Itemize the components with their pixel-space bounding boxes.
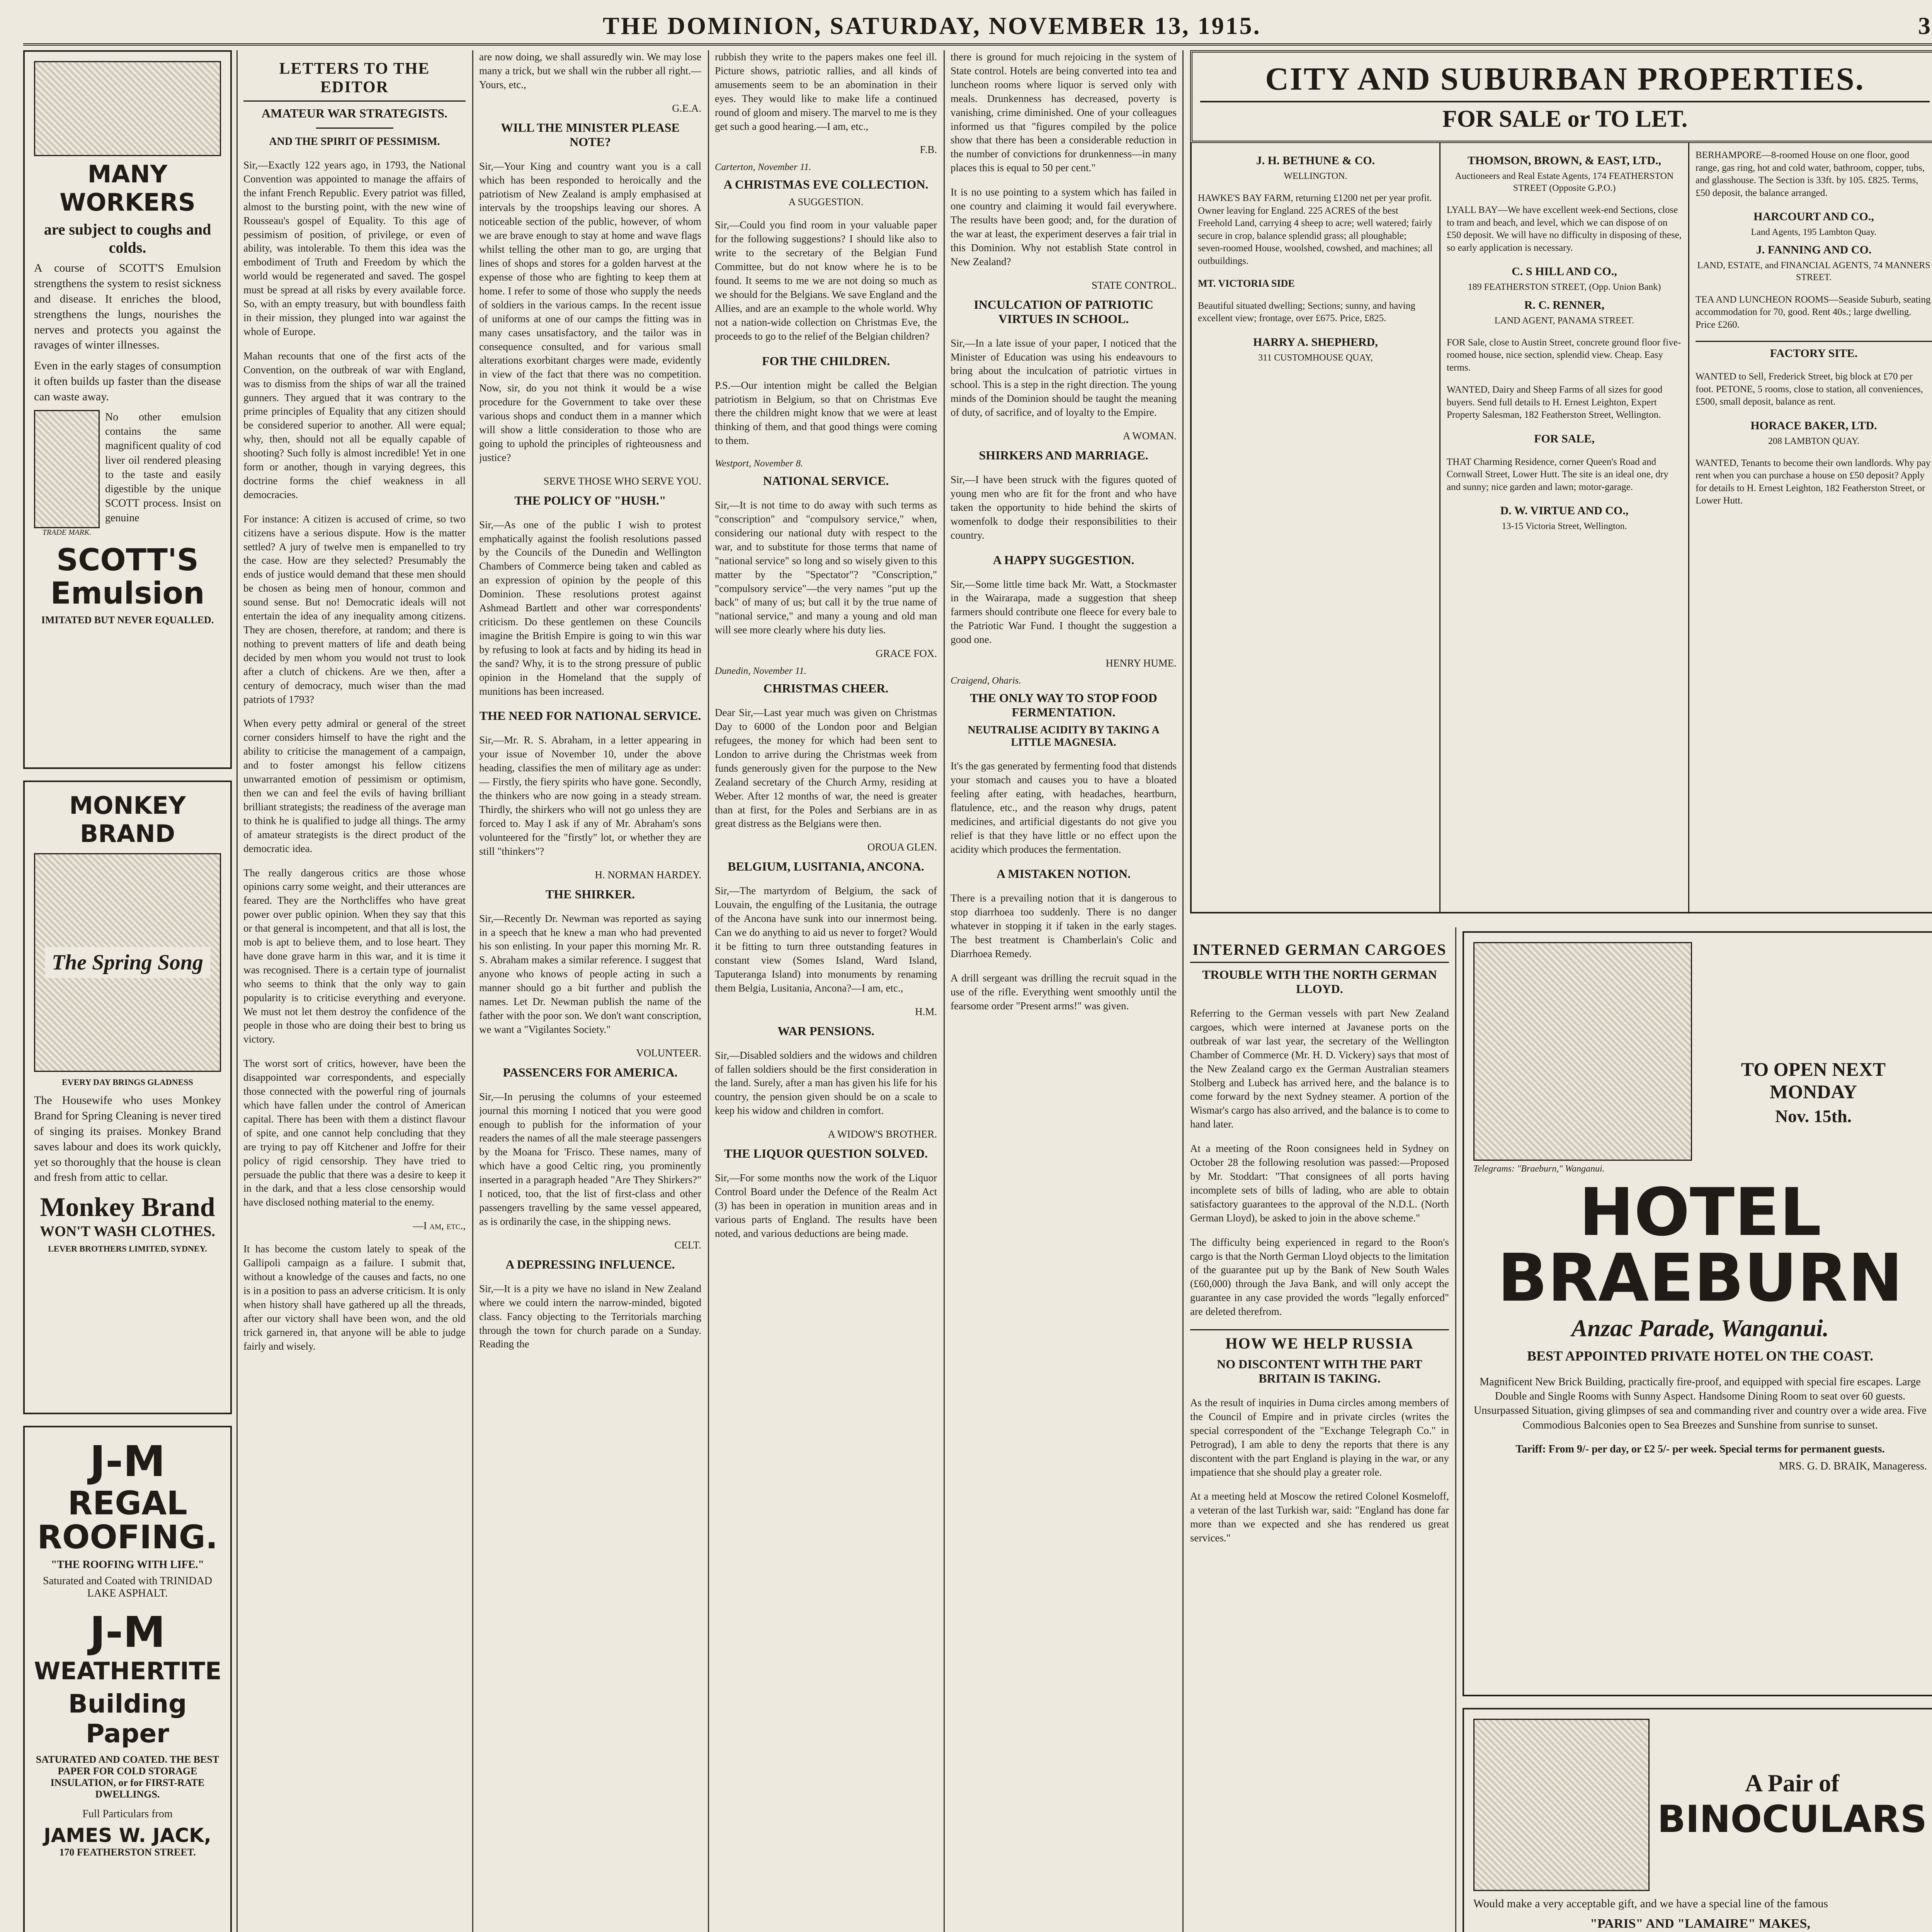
weathertite-title: WEATHERTITE: [34, 1657, 222, 1685]
help-russia-heading: HOW WE HELP RUSSIA: [1190, 1329, 1449, 1352]
letter-paragraph: Sir,—Exactly 122 years ago, in 1793, the National Convention was appointed to manage the affairs of the infant French Republic. Every patriot was filled, almost to the bursting point, with the new wine of Rousseau's gospel of Equality. To this age of pessimism of position, of privilege, or even of ability, was intolerable. To them this idea was the embodiment of Truth and Freedom by which the world would be regenerated and saved. The gospel must be spread at all risks by every available force. So, with an empty treasury, but with boundless faith in their mission, they plunged into war against the whole of Europe.: [243, 159, 466, 337]
letter-signature: SERVE THOSE WHO SERVE YOU.: [543, 475, 701, 487]
letter-paragraph: P.S.—Our intention might be called the Belgian patriotism in Belgium, so that on Christmas Eve there the children might know that we were at least thinking of them, and that good things were coming to them.: [715, 379, 937, 447]
passengers-america-heading: PASSENCERS FOR AMERICA.: [503, 1065, 678, 1079]
many-workers-text: A course of SCOTT'S Emulsion strengthens the system to resist sickness and disease. It enriches the blood, strengthens the lungs, nourishes the nerves and protects you against the ravages of winter illnesses.: [34, 262, 221, 352]
letter-paragraph: Sir,—I have been struck with the figures quoted of young men who are fit for the front and who have taken the opportunity to hide behind the skirts of womenfolk to dodge their responsibilities to their country.: [951, 474, 1177, 541]
north-german-lloyd-heading: TROUBLE WITH THE NORTH GERMAN LLOYD.: [1202, 968, 1437, 996]
letter-paragraph: Mahan recounts that one of the first acts of the Convention, on the outbreak of war with England, was to dismiss from the ships of war all the trained gunners. They argued that it was contrary to the prime principles of Equality that any citizen should be considered superior to another. All were equal; why, then, should not all be equally capable of shooting? Such folly is almost incredible! Yet in one form or another, though in varying degrees, this doctrine forms the chief weakness in all democracies.: [243, 350, 466, 500]
letter-paragraph: When every petty admiral or general of the street corner considers himself to have the right and the ability to criticise the management of a campaign, and to foster amongst his fellow citizens unwarranted emotion of pessimism or optimism, then we can and feel the evils of having brilliant brilliant strategists; the readiness of the average man to think he is qualified to judge all things. The army of amateur strategists is the direct product of the democratic idea.: [243, 718, 466, 854]
hotel-name-2: BRAEBURN: [1497, 1240, 1903, 1316]
food-fermentation-heading: THE ONLY WAY TO STOP FOOD FERMENTATION.: [970, 691, 1157, 719]
column-rule: [1455, 927, 1456, 1932]
liquor-question-heading: THE LIQUOR QUESTION SOLVED.: [724, 1146, 928, 1161]
letter-paragraph: It has become the custom lately to speak of the Gallipoli campaign as a failure. I submit that, without a knowledge of the causes and facts, no one is in a position to pass an adverse criticism. It is only when history shall have gathered up all the threads, after our victory shall have been won, and the old trick garnered in, that anyone will be able to judge fairly and wisely.: [243, 1243, 466, 1352]
letter-signature: G.E.A.: [672, 102, 701, 114]
hotel-location: Anzac Parade, Wanganui.: [1571, 1315, 1829, 1342]
jm-roofing-ad: [23, 1426, 232, 1932]
column-rule: [1182, 50, 1184, 1932]
hotel-open-date: Nov. 15th.: [1775, 1106, 1852, 1126]
letter-signature: CELT.: [674, 1239, 701, 1251]
scotts-brand: SCOTT'S Emulsion: [50, 543, 205, 611]
horace-baker-address: 208 LAMBTON QUAY.: [1768, 436, 1860, 446]
listing-text: FOR Sale, close to Austin Street, concrete ground floor five-roomed house, nice section, splendid view. Cheap. Easy terms.: [1447, 337, 1681, 373]
many-workers-text3: No other emulsion contains the same magnificent quality of cod liver oil rendered pleasing to the taste and easily digestible by the unique SCOTT process. Insist on genuine: [105, 411, 221, 524]
hotel-open-label: TO OPEN NEXT MONDAY: [1741, 1058, 1886, 1102]
column-rule: [236, 50, 238, 1932]
spring-song-illustration: [34, 853, 221, 1072]
binoculars-title: BINOCULARS: [1657, 1798, 1927, 1841]
article-paragraph: It's the gas generated by fermenting food that distends your stomach and causes you to have a bloated feeling after eating, with headaches, heartburn, flatulence, etc., and the reason why drugs, patent medicines, and artificial digestants do not give you relief is that they have little or no effect upon the acidity which produces the fermentation.: [951, 760, 1177, 855]
trade-mark-label: TRADE MARK.: [42, 528, 92, 537]
shepherd-address: 311 CUSTOMHOUSE QUAY,: [1258, 352, 1373, 363]
article-paragraph: Referring to the German vessels with part New Zealand cargoes, which were interned at Javanese ports on the outbreak of war last year, the secretary of the Wellington Chamber of Commerce (Mr. H. D. Vickery) says that most of the New Zealand cargo ex the German Australian steamers Stolberg and Lubeck has arrived here, and the balance is to come forward by the next Sydney steamer. A portion of the Wismar's cargo has also arrived, and the balance is to come to hand later.: [1190, 1007, 1449, 1130]
left-ads-column: [23, 50, 232, 1932]
letter-paragraph: Sir,—Recently Dr. Newman was reported as saying in a speech that he knew a man who had prevented his son enlisting. In your paper this morning Mr. R. S. Abraham makes a similar reference. I suggest that anyone who knows of people acting in such a manner should go a bit further and publish the names. Let Dr. Newman publish the name of the father with the poor son. We don't want conscription, we want a "Vigilantes Society.": [479, 912, 701, 1035]
shirker-heading: THE SHIRKER.: [545, 887, 635, 901]
virtue-firm: D. W. VIRTUE AND CO.,: [1500, 504, 1629, 517]
right-ads-column: [1463, 931, 1932, 1932]
binoculars-text: Would make a very acceptable gift, and we have a special line of the famous: [1473, 1897, 1828, 1910]
letter-signature: H.M.: [915, 1005, 937, 1017]
for-sale-to-let: FOR SALE or TO LET.: [1200, 101, 1930, 133]
shirkers-marriage-heading: SHIRKERS AND MARRIAGE.: [979, 448, 1148, 463]
hill-firm: C. S HILL AND CO.,: [1512, 265, 1617, 278]
letter-paragraph: rubbish they write to the papers makes one feel ill. Picture shows, patriotic rallies, and all kinds of amusements seem to be an abomination in their eyes. They would like to make life a continued round of gloom and misery. The marvel to me is they get such a good hearing.—I am, etc.,: [715, 51, 937, 132]
letter-signature: —I am, etc.,: [413, 1220, 466, 1232]
listing-text: WANTED, Tenants to become their own landlords. Why pay rent when you can purchase a house on £50 deposit? Apply for details to H. Ernest Leighton, 182 Featherston Street, or Lower Hutt.: [1696, 457, 1931, 506]
mistaken-notion-heading: A MISTAKEN NOTION.: [996, 867, 1131, 881]
hotel-manageress: MRS. G. D. BRAIK, Manageress.: [1779, 1460, 1927, 1472]
letter-paragraph: Sir,—It is not time to do away with such terms as "conscription" and "compulsory service," when, considering our national duty with respect to the war, and to substitute for those terms that name of "national service" so long and so wisely given to this matter by the "Spectator"? "Conscription," "compulsory service"—the very names "put up the back" of many of us; but call it by the true name of "national service," and many a young and old man will see more clearly where his duty lies.: [715, 499, 937, 636]
hotel-building-illustration: [1473, 942, 1692, 1161]
depressing-influence-heading: A DEPRESSING INFLUENCE.: [505, 1257, 675, 1271]
binoculars-ad: [1463, 1708, 1932, 1932]
letter-place: Craigend, Oharis.: [951, 675, 1021, 686]
letters-to-editor-heading: LETTERS TO THE EDITOR: [243, 60, 466, 102]
binoculars-makes: "PARIS" AND "LAMAIRE" MAKES,: [1590, 1917, 1810, 1931]
renner-address: LAND AGENT, PANAMA STREET.: [1494, 315, 1634, 326]
letter-paragraph: Sir,—In perusing the columns of your esteemed journal this morning I noticed that you were good enough to publish for the information of your readers the names of all the male steerage passengers by the Moana for 'Frisco. These names, many of which have a good Celtic ring, you prominently inserted in a paragraph headed "Are They Shirkers?" I noticed, too, that the list of first-class and other passengers travelling by the same vessel appeared, as is ordinarily the case, in the shipping news.: [479, 1090, 701, 1227]
building-paper-text: SATURATED AND COATED. THE BEST PAPER FOR COLD STORAGE INSULATION, or for FIRST-RATE DWELLINGS.: [36, 1754, 219, 1800]
magnesia-heading: NEUTRALISE ACIDITY BY TAKING A LITTLE MAGNESIA.: [968, 724, 1160, 749]
listing-text: LYALL BAY—We have excellent week-end Sections, close to tram and beach, and level, which we can dispose of on £50 deposit. We will have no difficulty in disposing of these, so early application is necessary.: [1447, 205, 1682, 253]
letter-paragraph: It is no use pointing to a system which has failed in one country and claiming it would fail everywhere. The results have been good; and, for the duration of the war at least, the experiment deserves a fair trial in this Dominion. Why not establish State control in New Zealand?: [951, 186, 1177, 267]
listing-text: WANTED, Dairy and Sheep Farms of all sizes for good buyers. Send full details to H. Ernest Leighton, Expert Property Salesman, 182 Featherston Street, Wellington.: [1447, 384, 1663, 420]
renner-firm: R. C. RENNER,: [1524, 298, 1605, 311]
letter-paragraph: Sir,—Could you find room in your valuable paper for the following suggestions? I should like also to write to the secretary of the Belgian Fund Committee, but do not know where he is to be found. It seems to me we are not doing so much as we should for the Belgians. We save England and the Allies, and are an example to the whole world. Why not a nation-wide collection on Christmas Eve, the proceeds to go to the relief of the Belgian children?: [715, 219, 937, 342]
national-service-need-heading: THE NEED FOR NATIONAL SERVICE.: [479, 709, 701, 723]
building-paper-title: Building Paper: [68, 1689, 187, 1749]
particulars-label: Full Particulars from: [82, 1808, 173, 1820]
spirit-of-pessimism-heading: AND THE SPIRIT OF PESSIMISM.: [269, 136, 440, 148]
virtue-address: 13-15 Victoria Street, Wellington.: [1502, 521, 1627, 532]
article-paragraph: The difficulty being experienced in regard to the Roon's cargo is that the North German Lloyd objects to the limitation of the guarantee put up by the Bank of New South Wales (£60,000) through the Java Bank, and will only accept the guarantee in any case provided the words "legally enforced" are deleted therefrom.: [1190, 1236, 1449, 1318]
listing-text: HAWKE'S BAY FARM, returning £1200 net per year profit. Owner leaving for England. 225 ACRES of the best Freehold Land, carrying 4 sheep to acre; well watered; fairly secure in crop, balance splendid grass; all ploughable; seven-roomed House, woolshed, cowshed, and machines; all outbuildings.: [1198, 193, 1433, 266]
harcourt-firm: HARCOURT AND CO.,: [1753, 210, 1874, 223]
hotel-tagline: BEST APPOINTED PRIVATE HOTEL ON THE COAST.: [1527, 1348, 1873, 1364]
interned-cargoes-heading: INTERNED GERMAN CARGOES: [1190, 940, 1449, 963]
bethune-firm: J. H. BETHUNE & CO.: [1256, 154, 1375, 167]
amateur-strategists-heading: AMATEUR WAR STRATEGISTS.: [262, 106, 447, 120]
letter-paragraph: Sir,—Some little time back Mr. Watt, a Stockmaster in the Wairarapa, made a suggestion that sheep farmers should contribute one fleece for every bale to the Patriotic War Fund. I thought the suggestion a good one.: [951, 578, 1177, 646]
victoria-side-listing: MT. VICTORIA SIDE: [1198, 278, 1295, 289]
minister-note-heading: WILL THE MINISTER PLEASE NOTE?: [501, 120, 680, 149]
factory-site-heading: FACTORY SITE.: [1696, 341, 1932, 361]
bethune-place: WELLINGTON.: [1284, 171, 1347, 181]
article-paragraph: At a meeting of the Roon consignees held in Sydney on October 28 the following resolution was passed:—Proposed by Mr. Stoddart: "That consignees of all ports having incomplete sets of bills of lading, who are able to obtain satisfactory guarantees to the approval of the N.D.L. (North German Lloyd), be asked to join in the above scheme.": [1190, 1143, 1449, 1224]
workers-illustration: [34, 61, 221, 156]
james-jack-address: 170 FEATHERSTON STREET.: [59, 1847, 196, 1858]
letter-signature: A WIDOW'S BROTHER.: [828, 1128, 937, 1140]
letter-paragraph: Sir,—The martyrdom of Belgium, the sack of Louvain, the engulfing of the Lusitania, the outrage of the Ancona have sunk into our innermost being. Can we do anything to aid us never to forget? Would it be fitting to turn three outstanding features in constant view (Somes Island, Ward Island, Taputeranga Island) into monuments by renaming them Belgia, Lusitania, Ancona?—I am, etc.,: [715, 885, 937, 994]
article-paragraph: At a meeting held at Moscow the retired Colonel Kosmeloff, a veteran of the last Turkish war, said: "England has done far more than we expected and she has rendered us great services.": [1190, 1490, 1449, 1544]
column-rule: [944, 50, 945, 1932]
fanning-firm: J. FANNING AND CO.: [1756, 243, 1872, 257]
james-jack-agent: JAMES W. JACK,: [44, 1824, 211, 1847]
letter-signature: H. NORMAN HARDEY.: [595, 869, 701, 881]
letters-column-2: [479, 50, 701, 1932]
letter-paragraph: Sir,—Your King and country want you is a call which has been responded to heroically and the patriotism of New Zealand is amply emphasised at intervals by the troopships leaving our shores. A noticeable section of the public, however, of whom we are brave enough to stay at home and wave flags whilst telling the other man to go, are urging that lines of shops and stores for a golden harvest at the expense of those who are fighting to keep them at home. I refer to some of those who supply the needs of soldiers in the various camps. In the recent issue of uniforms at one of our camps the fitting was in many cases unsatisfactory, and the tailor was in consequence consulted, and for various small alterations exorbitant charges were made, evidently in view of the fact that there was no competition. Now, sir, do you not think it would be a wise procedure for the Government to take over these various shops and conduct them in a manner which will show a little consideration to those who are going to uphold the principles of righteousness and justice?: [479, 160, 701, 463]
city-suburban-properties: [1190, 50, 1932, 923]
jm-logo-2: J-M: [89, 1607, 166, 1657]
for-the-children-heading: FOR THE CHILDREN.: [762, 354, 890, 368]
monkey-brand-ad: [23, 781, 232, 1414]
for-sale-heading: FOR SALE,: [1534, 432, 1595, 445]
letter-paragraph: Sir,—For some months now the work of the Liquor Control Board under the Defence of the Realm Act (3) has been in operation in munition areas and in various parts of England. The results have been noted, and various deductions are being made.: [715, 1172, 937, 1239]
cargoes-column: [1190, 931, 1449, 1932]
monkey-brand-name: Monkey Brand: [40, 1192, 215, 1223]
hotel-telegrams: Telegrams: "Braeburn," Wanganui.: [1473, 1164, 1605, 1174]
divider: [316, 128, 393, 129]
listing-text: WANTED to Sell, Frederick Street, big block at £70 per foot. PETONE, 5 rooms, close to station, all conveniences, £500, small deposit, balance as rent.: [1696, 371, 1923, 407]
article-paragraph: There is a prevailing notion that it is dangerous to stop diarrhoea too suddenly. There is no danger whatever in stopping it if taken in the early stages. The best treatment is Chamberlain's Colic and Diarrhoea Remedy.: [951, 892, 1177, 960]
newspaper-title: THE DOMINION, SATURDAY, NOVEMBER 13, 1915.: [603, 12, 1261, 39]
hotel-name-1: HOTEL: [1579, 1174, 1821, 1251]
monkey-caption: EVERY DAY BRINGS GLADNESS: [62, 1077, 193, 1087]
war-pensions-heading: WAR PENSIONS.: [777, 1024, 874, 1038]
christmas-cheer-heading: CHRISTMAS CHEER.: [763, 681, 889, 696]
letters-column-4: [951, 50, 1177, 1932]
letter-paragraph: are now doing, we shall assuredly win. We may lose many a trick, but we shall win the rubber all right.—Yours, etc.,: [479, 51, 701, 90]
monkey-tag: WON'T WASH CLOTHES.: [40, 1223, 215, 1240]
letter-place: Dunedin, November 11.: [715, 666, 806, 677]
patriotic-virtues-heading: INCULCATION OF PATRIOTIC VIRTUES IN SCHOOL.: [974, 297, 1153, 326]
binoculars-illustration: [1473, 1719, 1650, 1891]
policy-of-hush-heading: THE POLICY OF "HUSH.": [514, 493, 666, 507]
letter-paragraph: there is ground for much rejoicing in the system of State control. Hotels are being converted into tea and luncheon rooms where liquor is served only with meals. Drunkenness has decreased, poverty is vanishing, crime diminished. One of your colleagues informed us that "figures compiled by the police show that there has been a considerable reduction in the number of convictions for drunkenness—in many places this is equal to 50 per cent.": [951, 51, 1177, 174]
column-rule: [472, 50, 473, 1932]
letter-paragraph: The worst sort of critics, however, have been the disappointed war correspondents, and especially those connected with the powerful ring of journals which have fallen under the control of American capital. There has been with them a distinct flavour of spite, and one cannot help concluding that they are trying to pay off Kitchener and Joffre for their policy of rigid censorship. They have tried to persuade the public that there was a desire to keep it in the dark, and that a less close censorship would have disclosed nothing material to the enemy.: [243, 1058, 466, 1208]
monkey-text: The Housewife who uses Monkey Brand for Spring Cleaning is never tired of singing its praises. Monkey Brand saves labour and does its work quickly, yet so thoroughly that the house is clean and fresh from attic to cellar.: [34, 1094, 221, 1184]
hotel-tariff: Tariff: From 9/- per day, or £2 5/- per week. Special terms for permanent guests.: [1515, 1443, 1885, 1455]
masthead: [23, 9, 1932, 46]
letter-paragraph: Sir,—As one of the public I wish to protest emphatically against the foolish resolutions passed by the Councils of the Dunedin and Wellington Chambers of Commerce being taken and cabled as an expression of opinion by the people of this Dominion. These resolutions protest against Ashmead Bartlett and other war correspondents' criticism. Do these gentlemen on these Councils imagine the British Empire is going to win this war by refusing to look at facts and by hiding its head in the sand? Why, it is to the strong pressure of public opinion in the Homeland that the supply of munitions has been increased.: [479, 519, 701, 697]
thomson-brown-place: Auctioneers and Real Estate Agents, 174 FEATHERSTON STREET (Opposite G.P.O.): [1455, 171, 1674, 194]
letter-paragraph: The really dangerous critics are those whose opinions carry some weight, and their utterances are feared. They are the Northcliffes who have great power over public opinion. When they say that this or that general is incompetent, and that all is lost, the mob is apt to believe them, and to lose heart. They have done grave harm in this war, and it is time it was recognised. There is a certain type of journalist who seems to think that the only way to gain popularity is to criticise everything and everyone. We must not let them destroy the confidence of the people in those who are doing their best to bring us victory.: [243, 867, 466, 1045]
regal-roofing-title: REGAL ROOFING.: [37, 1484, 218, 1556]
shepherd-firm: HARRY A. SHEPHERD,: [1253, 335, 1378, 349]
letters-column-1: [243, 50, 466, 1932]
monkey-maker: LEVER BROTHERS LIMITED, SYDNEY.: [48, 1244, 207, 1254]
many-workers-title: MANY WORKERS: [60, 160, 196, 216]
thomson-brown-firm: THOMSON, BROWN, & EAST, LTD.,: [1468, 154, 1661, 167]
monkey-brand-title: MONKEY BRAND: [69, 791, 186, 848]
letter-signature: VOLUNTEER.: [636, 1047, 701, 1059]
letters-column-3: [715, 50, 937, 1932]
belgium-lusitania-heading: BELGIUM, LUSITANIA, ANCONA.: [728, 859, 924, 874]
suggestion-subheading: A SUGGESTION.: [788, 196, 864, 208]
listing-text: TEA AND LUNCHEON ROOMS—Seaside Suburb, seating accommodation for 70, good. Rent 40s.; large dwelling. Price £260.: [1696, 294, 1931, 330]
listing-text: THAT Charming Residence, corner Queen's Road and Cornwall Street, Lower Hutt. The site is an ideal one, dry and sunny; nice garden and lawn; motor-garage.: [1447, 456, 1668, 492]
national-service-heading: NATIONAL SERVICE.: [763, 474, 889, 488]
binoculars-pair-label: A Pair of: [1745, 1769, 1840, 1797]
page-number: 3: [1918, 12, 1932, 39]
letter-place: Carterton, November 11.: [715, 162, 811, 173]
letter-paragraph: Dear Sir,—Last year much was given on Christmas Day to 6000 of the London poor and Belgian refugees, the money for which had been sent to London to arrive during the Christmas week from funds generously given for the purpose to the New Zealand secretary of the Church Army, residing at Weber. After 12 months of war, the need is greater than at first, for the Poles and Serbians are in as great distress as the Belgians were then.: [715, 707, 937, 830]
letter-signature: HENRY HUME.: [1105, 657, 1177, 669]
letter-paragraph: Sir,—In a late issue of your paper, I noticed that the Minister of Education was using his endeavours to bring about the inculcation of patriotic virtues in school. This is a step in the right direction. The young minds of the Dominion should be taught the meaning of duty, of sacrifice, and of loyalty to the Empire.: [951, 337, 1177, 418]
jm-logo: J-M: [89, 1437, 166, 1486]
many-workers-text2: Even in the early stages of consumption it often builds up faster than the disease can waste away.: [34, 359, 221, 403]
letter-paragraph: Sir,—Disabled soldiers and the widows and children of fallen soldiers should be the first consideration in the land. Surely, after a man has given his life for his country, the pension given should be on a scale to keep his widow and children in comfort.: [715, 1049, 937, 1117]
properties-title: CITY AND SUBURBAN PROPERTIES.: [1265, 61, 1865, 97]
property-listings-col-2: [1440, 143, 1689, 912]
christmas-collection-heading: A CHRISTMAS EVE COLLECTION.: [723, 177, 929, 192]
letter-signature: A WOMAN.: [1122, 430, 1177, 442]
regal-sub2: Saturated and Coated with TRINIDAD LAKE ASPHALT.: [43, 1575, 213, 1600]
letter-signature: GRACE FOX.: [875, 648, 937, 660]
article-paragraph: A drill sergeant was drilling the recruit squad in the use of the rifle. Everything went smoothly until the fearsome order "Present arms!" was given.: [951, 972, 1177, 1012]
letter-place: Westport, November 8.: [715, 458, 803, 469]
letter-signature: F.B.: [920, 144, 937, 156]
column-rule: [708, 50, 709, 1932]
listing-text: BERHAMPORE—8-roomed House on one floor, good range, gas ring, hot and cold water, bathroom, copper, tubs, and glasshouse. The Section is 33ft. by 105. £825. Terms, £50 deposit, the balance arranged.: [1696, 150, 1925, 198]
regal-sub: "THE ROOFING WITH LIFE.": [51, 1559, 204, 1571]
happy-suggestion-heading: A HAPPY SUGGESTION.: [993, 553, 1134, 567]
hotel-braeburn-ad: [1463, 931, 1932, 1696]
no-discontent-heading: NO DISCONTENT WITH THE PART BRITAIN IS TAKING.: [1217, 1357, 1422, 1386]
hill-address: 189 FEATHERSTON STREET, (Opp. Union Bank): [1468, 282, 1661, 293]
fanning-address: LAND, ESTATE, and FINANCIAL AGENTS, 74 MANNERS STREET.: [1697, 260, 1930, 283]
letter-paragraph: Sir,—It is a pity we have no island in New Zealand where we could intern the narrow-minded, bigoted class. Fancy objecting to the Territorials marching through the town for church parade on a Sunday. Reading the: [479, 1282, 701, 1350]
letter-paragraph: For instance: A citizen is accused of crime, so two citizens have a serious dispute. How is the matter settled? A jury of twelve men is empanelled to try the case. How are they selected? Presumably the ends of justice would demand that these men should be chosen as being men of honour, common and sound sense. But no! Democratic ideals will not entertain the idea of any inequality among citizens. They are chosen, therefore, at random; and there is nothing to prevent matters of life and death being decided by men whom you would not trust to look after a clutch of chickens. Are we then, after a century of democracy, much wiser than the mad patriots of 1793?: [243, 513, 466, 705]
property-listings-col-1: [1192, 143, 1440, 912]
property-listings-col-3: [1689, 143, 1932, 912]
properties-banner: [1190, 50, 1932, 143]
fisherman-trademark-icon: [34, 410, 100, 528]
letter-paragraph: Sir,—Mr. R. S. Abraham, in a letter appearing in your issue of November 10, under the above heading, classifies the men of military age as under:— Firstly, the fiery spirits who have gone. Secondly, the thinkers who are now going in a steady stream. Thirdly, the shirkers who will not go unless they are forced to. May I ask if any of Mr. Abraham's sons volunteered for the "firstly" lot, or whether they are still "thinkers"?: [479, 734, 701, 857]
article-paragraph: As the result of inquiries in Duma circles among members of the Council of Empire and in private circles (writes the special correspondent of the "Exchange Telegraph Co." in Petrograd), I am able to deny the reports that there is any discontent with the part England is playing in the war, or any impatience that she should play a greater role.: [1190, 1397, 1449, 1478]
letter-signature: STATE CONTROL.: [1092, 279, 1177, 291]
scotts-tagline: IMITATED BUT NEVER EQUALLED.: [41, 614, 214, 626]
scotts-emulsion-ad: [23, 50, 232, 769]
hotel-description: Magnificent New Brick Building, practically fire-proof, and equipped with special fire escapes. Large Double and Single Rooms with Sunny Aspect. Handsome Dining Room to seat over 60 guests. Unsurpassed Situation, giving glimpses of sea and commanding river and country over a wide area. Five Commodious Balconies open to Sea Breezes and Sunshine from sunrise to sunset.: [1474, 1376, 1927, 1431]
letter-signature: OROUA GLEN.: [867, 841, 937, 853]
horace-baker-firm: HORACE BAKER, LTD.: [1750, 419, 1877, 432]
harcourt-address: Land Agents, 195 Lambton Quay.: [1751, 227, 1877, 237]
many-workers-sub: are subject to coughs and colds.: [44, 221, 211, 256]
listing-text: Beautiful situated dwelling; Sections; sunny, and having excellent view; frontage, over £675. Price, £825.: [1198, 300, 1415, 324]
spring-song-label: The Spring Song: [45, 947, 210, 978]
